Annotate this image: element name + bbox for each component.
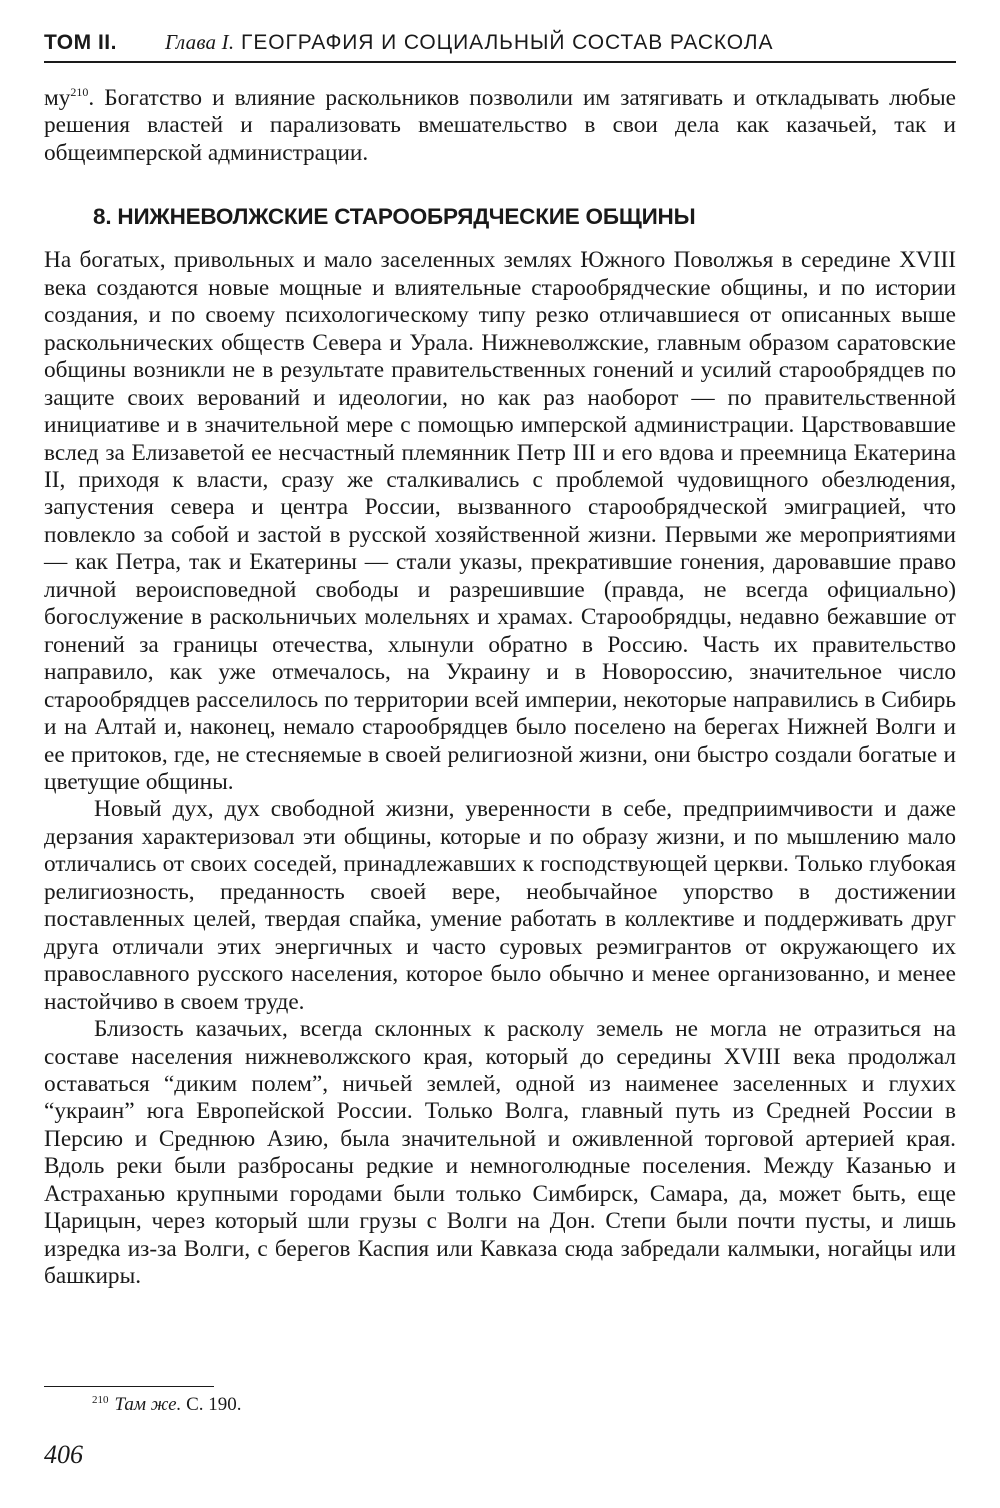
chapter-title: ГЕОГРАФИЯ И СОЦИАЛЬНЫЙ СОСТАВ РАСКОЛА — [241, 31, 774, 54]
footnote — [92, 1393, 242, 1417]
running-head — [44, 30, 956, 63]
paragraph: Новый дух, дух свободной жизни, уверенности в себе, предприимчивости и даже дерзания характеризовал эти общины, которые и по образу жизни, и по мышлению мало отличались от своих соседей, принадлежавших к господствующей церкви. Только глубокая религиозность, преданность своей вере, необычайное упорство в достижении поставленных целей, твердая спайка, умение работать в коллективе и поддерживать друг друга отличали этих энергичных и часто суровых реэмигрантов от окружающего их православного русского населения, которое было обычно и менее организованно, и менее настойчиво в своем труде. — [44, 796, 956, 1015]
footnote-divider — [44, 1386, 214, 1387]
continuation-paragraph — [44, 85, 956, 167]
footnote-number: 210 — [92, 1394, 109, 1406]
paragraph: Близость казачьих, всегда склонных к расколу земель не могла не отразиться на составе населения нижневолжского края, который до середины XVIII века продолжал оставаться “диким полем”, ничьей землей, одной из наименее заселенных и глухих “украин” юга Европейской России. Только Волга, главный путь из Средней России в Персию и Среднюю Азию, была значительной и оживленной торговой артерией края. Вдоль реки были разбросаны редкие и немноголюдные поселения. Между Казанью и Астраханью крупными городами были только Симбирск, Самара, да, может быть, еще Царицын, через который шли грузы с Волги на Дон. Степи были почти пусты, и лишь изредка из-за Волги, с берегов Каспия или Кавказа сюда забредали калмыки, ногайцы или башкиры. — [44, 1016, 956, 1290]
footnote-page: С. 190. — [181, 1394, 242, 1415]
footnote-reference[interactable]: 210 — [70, 85, 89, 99]
page-body — [44, 85, 956, 1291]
volume-label: ТОМ II. — [44, 31, 117, 54]
paragraph: На богатых, привольных и мало заселенных землях Южного Поволжья в середине XVIII века создаются новые мощные и влиятельные старообрядческие общины, и по истории создания, и по своему психологическому типу резко отличавшиеся от описанных выше раскольнических обществ Севера и Урала. Нижневолжские, главным образом саратовские общины возникли не в результате правительственных гонений и усилий старообрядцев по защите своих верований и идеологии, но как раз наоборот — по правительственной инициативе и в значительной мере с помощью имперской администрации. Царствовавшие вслед за Елизаветой ее несчастный племянник Петр III и его вдова и преемница Екатерина II, приходя к власти, сразу же сталкивались с проблемой чудовищного обезлюдения, запустения севера и центра России, вызванного старообрядческой эмиграцией, что повлекло за собой и застой в русской хозяйственной жизни. Первыми же мероприятиями — как Петра, так и Екатерины — стали указы, прекратившие гонения, даровавшие право личной вероисповедной свободы и разрешившие (правда, не всегда официально) богослужение в раскольничьих молельнях и храмах. Старообрядцы, недавно бежавшие от гонений за границы отечества, хлынули обратно в Россию. Часть их правительство направило, как уже отмечалось, на Украину и в Новороссию, значительное число старообрядцев расселилось по территории всей империи, некоторые направились в Сибирь и на Алтай и, наконец, немало старообрядцев было поселено на берегах Нижней Волги и ее притоков, где, не стесняемые в своей религиозной жизни, они быстро создали богатые и цветущие общины. — [44, 247, 956, 795]
chapter-heading — [165, 30, 773, 55]
page-number: 406 — [44, 1440, 83, 1469]
continuation-lead: му — [44, 85, 71, 111]
footnote-source: Там же. — [114, 1394, 182, 1415]
section-title: 8. НИЖНЕВОЛЖСКИЕ СТАРООБРЯДЧЕСКИЕ ОБЩИНЫ — [93, 204, 696, 230]
chapter-label: Глава I. — [164, 30, 235, 54]
continuation-text: . Богатство и влияние раскольников позволили им затягивать и откладывать любые решения властей и парализовать вмешательство в свои дела как казачьей, так и общеимперской администрации. — [44, 85, 956, 166]
book-page — [44, 30, 956, 1291]
